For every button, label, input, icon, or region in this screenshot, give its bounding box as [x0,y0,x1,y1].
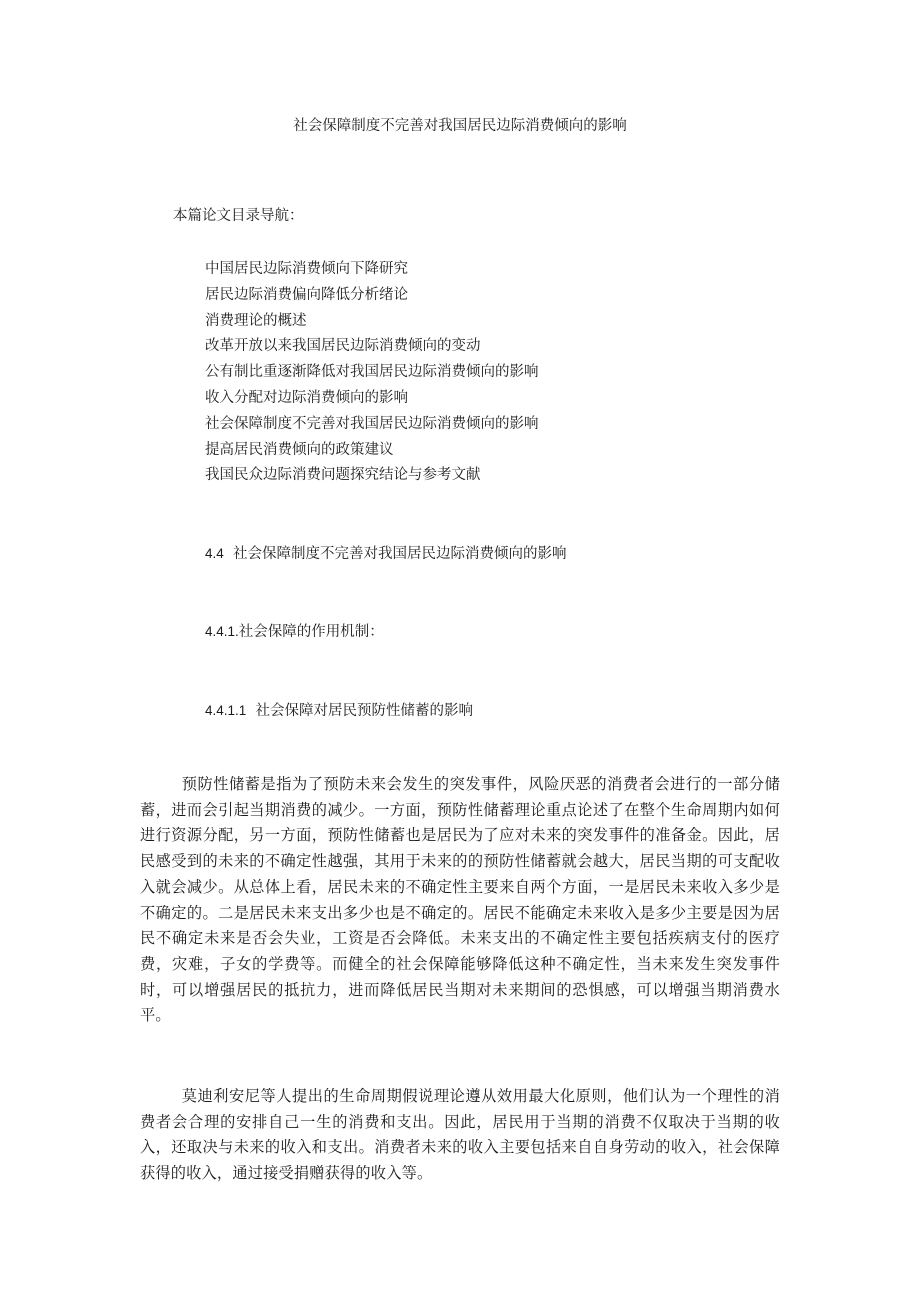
section-number: 4.4 [205,546,224,561]
section-heading-4-4-1-1 [205,701,473,721]
toc-item: 我国民众边际消费问题探究结论与参考文献 [205,467,481,484]
toc-list [205,257,539,489]
toc-item: 改革开放以来我国居民边际消费倾向的变动 [205,338,481,355]
toc-item: 提高居民消费倾向的政策建议 [205,441,394,458]
body-paragraph: 莫迪利安尼等人提出的生命周期假说理论遵从效用最大化原则，他们认为一个理性的消费者会合理的安排自己一生的消费和支出。因此，居民用于当期的消费不仅取决于当期的收入，还取决与未来的收入和支出。消费者未来的收入主要包括来自自身劳动的收入，社会保障获得的收入，通过接受捐赠获得的收入等。 [140,1087,780,1183]
toc-item: 中国居民边际消费倾向下降研究 [205,261,408,277]
page-title: 社会保障制度不完善对我国居民边际消费倾向的影响 [293,118,627,134]
section-number: 4.4.1. [205,624,239,639]
section-title: 社会保障制度不完善对我国居民边际消费倾向的影响 [233,546,567,562]
section-heading-4-4-1 [205,622,384,642]
toc-item: 消费理论的概述 [205,312,307,329]
toc-heading: 本篇论文目录导航： [173,208,304,224]
section-number: 4.4.1.1 [205,703,247,718]
section-heading-4-4 [205,544,567,564]
section-title: 社会保障的作用机制： [238,624,384,640]
toc-item: 公有制比重逐渐降低对我国居民边际消费倾向的影响 [205,364,539,381]
section-title: 社会保障对居民预防性储蓄的影响 [255,703,474,719]
toc-item: 居民边际消费偏向降低分析绪论 [205,286,408,303]
toc-item: 收入分配对边际消费倾向的影响 [205,389,408,406]
body-paragraph: 预防性储蓄是指为了预防未来会发生的突发事件，风险厌恶的消费者会进行的一部分储蓄，进而会引起当期消费的减少。一方面，预防性储蓄理论重点论述了在整个生命周期内如何进行资源分配，另一方面，预防性储蓄也是居民为了应对未来的突发事件的准备金。因此，居民感受到的未来的不确定性越强，其用于未来的的预防性储蓄就会越大，居民当期的可支配收入就会减少。从总体上看，居民未来的不确定性主要来自两个方面，一是居民未来收入多少是不确定的。二是居民未来支出多少也是不确定的。居民不能确定未来收入是多少主要是因为居民不确定未来是否会失业，工资是否会降低。未来支出的不确定性主要包括疾病支付的医疗费，灾难，子女的学费等。而健全的社会保障能够降低这种不确定性，当未来发生突发事件时，可以增强居民的抵抗力，进而降低居民当期对未来期间的恐惧感，可以增强当期消费水平。 [140,775,780,1025]
toc-item: 社会保障制度不完善对我国居民边际消费倾向的影响 [205,415,539,432]
